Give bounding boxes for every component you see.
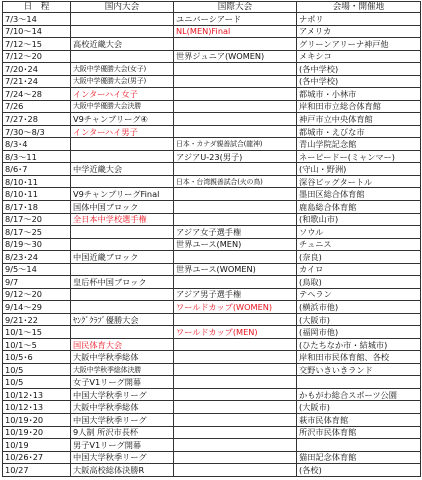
domestic-event-cell: インターハイ男子 bbox=[71, 125, 174, 138]
table-row bbox=[3, 75, 421, 88]
international-event-cell bbox=[174, 414, 297, 427]
table-row bbox=[3, 188, 421, 201]
table-row bbox=[3, 63, 421, 76]
international-event-cell: ワールドカップ(WOMEN) bbox=[174, 301, 297, 314]
venue-cell: カイロ bbox=[297, 263, 421, 276]
domestic-event-cell bbox=[71, 263, 174, 276]
venue-cell: 猫田記念体育館 bbox=[297, 451, 421, 464]
date-cell: 7/26 bbox=[3, 100, 71, 113]
date-cell: 7/12～20 bbox=[3, 50, 71, 63]
header-date: 日 程 bbox=[3, 2, 71, 13]
domestic-event-cell: 大阪中学秋季総体 bbox=[71, 401, 174, 414]
international-event-cell bbox=[174, 88, 297, 101]
date-cell: 8/3～11 bbox=[3, 150, 71, 163]
venue-cell: 深谷ビッグタートル bbox=[297, 175, 421, 188]
date-cell: 10/19 bbox=[3, 439, 71, 452]
international-event-cell bbox=[174, 213, 297, 226]
venue-cell: (各中学校) bbox=[297, 75, 421, 88]
venue-cell: かもがわ総合スポーツ公園 bbox=[297, 388, 421, 401]
table-row bbox=[3, 200, 421, 213]
venue-cell: (大阪市) bbox=[297, 401, 421, 414]
domestic-event-cell bbox=[71, 288, 174, 301]
venue-cell: (守山・野洲) bbox=[297, 163, 421, 176]
venue-cell: 神戸市立中央体育館 bbox=[297, 113, 421, 126]
international-event-cell bbox=[174, 376, 297, 389]
international-event-cell bbox=[174, 338, 297, 351]
venue-cell: 鹿島総合体育館 bbox=[297, 200, 421, 213]
date-cell: 9/12～20 bbox=[3, 288, 71, 301]
domestic-event-cell: 大阪中学優勝大会決勝 bbox=[71, 100, 174, 113]
table-row bbox=[3, 301, 421, 314]
domestic-event-cell: V9チャンプリーグFinal bbox=[71, 188, 174, 201]
domestic-event-cell: ﾔﾝｸﾞｸﾗﾌﾞ優勝大会 bbox=[71, 313, 174, 326]
international-event-cell bbox=[174, 426, 297, 439]
table-row bbox=[3, 13, 421, 26]
international-event-cell bbox=[174, 200, 297, 213]
schedule-body bbox=[3, 13, 421, 477]
date-cell: 8/10･11 bbox=[3, 175, 71, 188]
venue-cell: (大阪市) bbox=[297, 313, 421, 326]
international-event-cell bbox=[174, 464, 297, 477]
date-cell: 7/24～28 bbox=[3, 88, 71, 101]
international-event-cell bbox=[174, 75, 297, 88]
venue-cell: メキシコ bbox=[297, 50, 421, 63]
venue-cell: 交野いきいきランド bbox=[297, 363, 421, 376]
date-cell: 10/5･6 bbox=[3, 351, 71, 364]
header-venue: 会場・開催地 bbox=[297, 2, 421, 13]
international-event-cell: 日本・台湾親善試合(火の鳥) bbox=[174, 175, 297, 188]
venue-cell: ネーピードー(ミャンマー) bbox=[297, 150, 421, 163]
table-row bbox=[3, 263, 421, 276]
international-event-cell: アジア女子選手権 bbox=[174, 226, 297, 239]
date-cell: 7/21･24 bbox=[3, 75, 71, 88]
table-row bbox=[3, 138, 421, 151]
table-row bbox=[3, 125, 421, 138]
international-event-cell: ワールドカップ(MEN) bbox=[174, 326, 297, 339]
table-row bbox=[3, 451, 421, 464]
date-cell: 9/14～29 bbox=[3, 301, 71, 314]
venue-cell: 墨田区総合体育館 bbox=[297, 188, 421, 201]
date-cell: 8/6･7 bbox=[3, 163, 71, 176]
venue-cell: (和歌山市) bbox=[297, 213, 421, 226]
date-cell: 10/12･13 bbox=[3, 388, 71, 401]
domestic-event-cell: 女子V1リーグ開幕 bbox=[71, 376, 174, 389]
date-cell: 10/12･13 bbox=[3, 401, 71, 414]
table-row bbox=[3, 25, 421, 38]
schedule-table bbox=[2, 1, 421, 477]
domestic-event-cell bbox=[71, 150, 174, 163]
table-row bbox=[3, 351, 421, 364]
venue-cell: (ひたちなか市・結城市) bbox=[297, 338, 421, 351]
domestic-event-cell: 大阪中学秋季総体 bbox=[71, 351, 174, 364]
international-event-cell bbox=[174, 401, 297, 414]
domestic-event-cell bbox=[71, 301, 174, 314]
domestic-event-cell: 中国大学秋季リーグ bbox=[71, 451, 174, 464]
domestic-event-cell: 大阪中学優勝大会(女子) bbox=[71, 63, 174, 76]
date-cell: 10/1～5 bbox=[3, 338, 71, 351]
international-event-cell bbox=[174, 100, 297, 113]
international-event-cell: NL(MEN)Final bbox=[174, 25, 297, 38]
table-row bbox=[3, 276, 421, 289]
date-cell: 8/19～30 bbox=[3, 238, 71, 251]
table-row bbox=[3, 414, 421, 427]
international-event-cell: 日本・カナダ親善試合(龍神) bbox=[174, 138, 297, 151]
international-event-cell bbox=[174, 439, 297, 452]
international-event-cell bbox=[174, 451, 297, 464]
venue-cell: 青山学院記念館 bbox=[297, 138, 421, 151]
domestic-event-cell bbox=[71, 238, 174, 251]
domestic-event-cell: 大阪中学優勝大会(男子) bbox=[71, 75, 174, 88]
table-row bbox=[3, 150, 421, 163]
date-cell: 7/27･28 bbox=[3, 113, 71, 126]
header-domestic: 国内大会 bbox=[71, 2, 174, 13]
domestic-event-cell bbox=[71, 50, 174, 63]
international-event-cell: 世界ユース(WOMEN) bbox=[174, 263, 297, 276]
venue-cell: (鳥取) bbox=[297, 276, 421, 289]
date-cell: 10/1～15 bbox=[3, 326, 71, 339]
international-event-cell bbox=[174, 276, 297, 289]
venue-cell: 都城市・えびな市 bbox=[297, 125, 421, 138]
domestic-event-cell: 中学近畿大会 bbox=[71, 163, 174, 176]
venue-cell: グリーンアリーナ神戸他 bbox=[297, 38, 421, 51]
domestic-event-cell bbox=[71, 25, 174, 38]
date-cell: 8/10･11 bbox=[3, 188, 71, 201]
table-row bbox=[3, 388, 421, 401]
international-event-cell bbox=[174, 363, 297, 376]
venue-cell: 岸和田市立総合体育館 bbox=[297, 100, 421, 113]
venue-cell: チュニス bbox=[297, 238, 421, 251]
venue-cell: (奈良) bbox=[297, 251, 421, 264]
table-row bbox=[3, 238, 421, 251]
header-international: 国際大会 bbox=[174, 2, 297, 13]
venue-cell bbox=[297, 376, 421, 389]
table-row bbox=[3, 439, 421, 452]
international-event-cell: 世界ユース(MEN) bbox=[174, 238, 297, 251]
domestic-event-cell: 皇后杯中国ブロック bbox=[71, 276, 174, 289]
date-cell: 10/27 bbox=[3, 464, 71, 477]
table-row bbox=[3, 313, 421, 326]
international-event-cell bbox=[174, 351, 297, 364]
venue-cell: (各中学校) bbox=[297, 63, 421, 76]
table-row bbox=[3, 251, 421, 264]
date-cell: 10/5 bbox=[3, 376, 71, 389]
table-row bbox=[3, 326, 421, 339]
international-event-cell bbox=[174, 113, 297, 126]
table-row bbox=[3, 426, 421, 439]
international-event-cell: アジアU-23(男子) bbox=[174, 150, 297, 163]
table-row bbox=[3, 213, 421, 226]
domestic-event-cell bbox=[71, 175, 174, 188]
venue-cell: ナポリ bbox=[297, 13, 421, 26]
table-row bbox=[3, 338, 421, 351]
table-row bbox=[3, 113, 421, 126]
international-event-cell: ユニバーシアード bbox=[174, 13, 297, 26]
international-event-cell bbox=[174, 313, 297, 326]
table-row bbox=[3, 464, 421, 477]
table-row bbox=[3, 88, 421, 101]
venue-cell: 萩市民体育館 bbox=[297, 414, 421, 427]
table-row bbox=[3, 226, 421, 239]
date-cell: 7/10～14 bbox=[3, 25, 71, 38]
date-cell: 7/30～8/3 bbox=[3, 125, 71, 138]
venue-cell bbox=[297, 439, 421, 452]
domestic-event-cell: V9チャンプリーグ④ bbox=[71, 113, 174, 126]
venue-cell: ソウル bbox=[297, 226, 421, 239]
venue-cell: (福岡市他) bbox=[297, 326, 421, 339]
venue-cell: (横浜市他) bbox=[297, 301, 421, 314]
date-cell: 8/3･4 bbox=[3, 138, 71, 151]
table-row bbox=[3, 401, 421, 414]
domestic-event-cell: 国体中国ブロック bbox=[71, 200, 174, 213]
table-row bbox=[3, 175, 421, 188]
domestic-event-cell: 男子V1リーグ開幕 bbox=[71, 439, 174, 452]
date-cell: 8/23･24 bbox=[3, 251, 71, 264]
domestic-event-cell: 国民体育大会 bbox=[71, 338, 174, 351]
table-row bbox=[3, 163, 421, 176]
domestic-event-cell: 大阪高校総体決勝R bbox=[71, 464, 174, 477]
venue-cell: (各校) bbox=[297, 464, 421, 477]
domestic-event-cell: 大阪中学秋季総体決勝 bbox=[71, 363, 174, 376]
international-event-cell bbox=[174, 63, 297, 76]
domestic-event-cell: 高校近畿大会 bbox=[71, 38, 174, 51]
domestic-event-cell: 9人制 所沢市長杯 bbox=[71, 426, 174, 439]
table-row bbox=[3, 100, 421, 113]
domestic-event-cell bbox=[71, 326, 174, 339]
date-cell: 8/17～20 bbox=[3, 213, 71, 226]
date-cell: 10/26･27 bbox=[3, 451, 71, 464]
date-cell: 9/7 bbox=[3, 276, 71, 289]
international-event-cell bbox=[174, 388, 297, 401]
date-cell: 9/21･22 bbox=[3, 313, 71, 326]
date-cell: 9/5～14 bbox=[3, 263, 71, 276]
venue-cell: テヘラン bbox=[297, 288, 421, 301]
domestic-event-cell: 中国近畿ブロック bbox=[71, 251, 174, 264]
table-row bbox=[3, 376, 421, 389]
date-cell: 7/3～14 bbox=[3, 13, 71, 26]
header-row bbox=[3, 2, 421, 13]
table-row bbox=[3, 50, 421, 63]
domestic-event-cell: 中国大学秋季リーグ bbox=[71, 414, 174, 427]
domestic-event-cell bbox=[71, 13, 174, 26]
table-row bbox=[3, 38, 421, 51]
international-event-cell bbox=[174, 251, 297, 264]
international-event-cell bbox=[174, 188, 297, 201]
date-cell: 8/17･18 bbox=[3, 200, 71, 213]
table-row bbox=[3, 363, 421, 376]
international-event-cell: 世界ジュニア(WOMEN) bbox=[174, 50, 297, 63]
domestic-event-cell: 全日本中学校選手権 bbox=[71, 213, 174, 226]
table-row bbox=[3, 288, 421, 301]
date-cell: 7/12～15 bbox=[3, 38, 71, 51]
date-cell: 7/20･24 bbox=[3, 63, 71, 76]
venue-cell: 都城市・小林市 bbox=[297, 88, 421, 101]
date-cell: 10/19･20 bbox=[3, 414, 71, 427]
international-event-cell bbox=[174, 125, 297, 138]
international-event-cell: アジア男子選手権 bbox=[174, 288, 297, 301]
international-event-cell bbox=[174, 38, 297, 51]
venue-cell: 所沢市民体育館 bbox=[297, 426, 421, 439]
venue-cell: 岸和田市民体育館、各校 bbox=[297, 351, 421, 364]
venue-cell: アメリカ bbox=[297, 25, 421, 38]
domestic-event-cell: 中国大学秋季リーグ bbox=[71, 388, 174, 401]
international-event-cell bbox=[174, 163, 297, 176]
date-cell: 8/17～25 bbox=[3, 226, 71, 239]
date-cell: 10/5 bbox=[3, 363, 71, 376]
date-cell: 10/19･20 bbox=[3, 426, 71, 439]
domestic-event-cell: インターハイ女子 bbox=[71, 88, 174, 101]
domestic-event-cell bbox=[71, 138, 174, 151]
domestic-event-cell bbox=[71, 226, 174, 239]
